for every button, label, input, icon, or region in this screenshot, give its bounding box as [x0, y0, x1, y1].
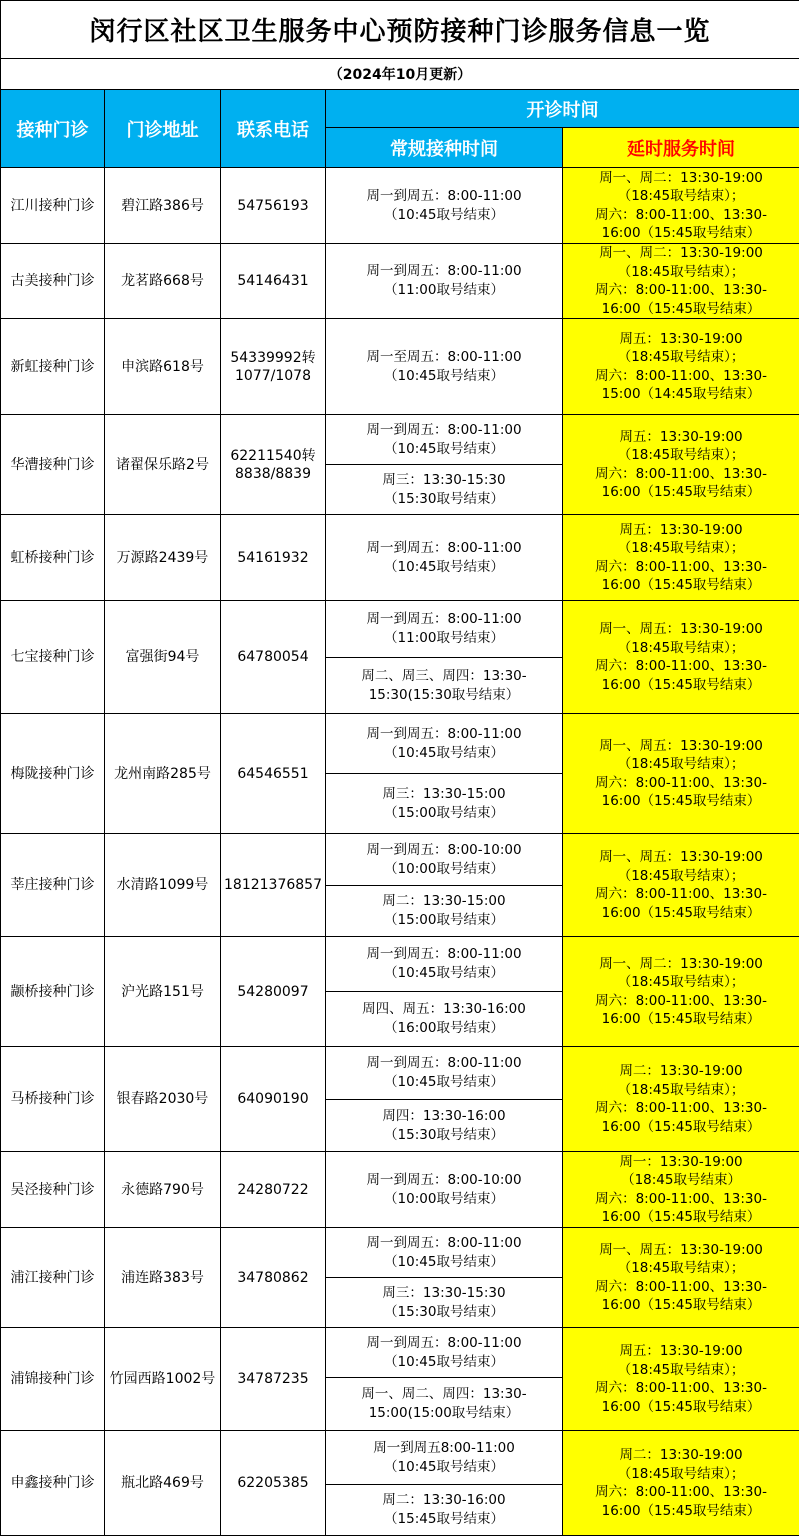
phone-line: 34780862 — [237, 1269, 309, 1286]
page-title: 闵行区社区卫生服务中心预防接种门诊服务信息一览 — [1, 1, 799, 59]
clinic-address: 瓶北路469号 — [105, 1431, 221, 1536]
phone-line: 18121376857 — [224, 877, 322, 893]
header-hours: 开诊时间 — [326, 90, 799, 128]
clinic-address: 永德路790号 — [105, 1152, 221, 1228]
extended-hours-line: 周六：8:00-11:00、13:30- — [595, 465, 767, 482]
clinic-phone — [221, 1228, 326, 1328]
table-row — [1, 168, 799, 244]
clinic-address: 富强街94号 — [105, 601, 221, 714]
phone-line: 64780054 — [237, 649, 309, 665]
extended-hours-line: 周六：8:00-11:00、13:30- — [595, 1190, 767, 1207]
regular-hours-line: 周二：13:30-15:00 — [382, 893, 506, 909]
table-row — [1, 1228, 799, 1278]
extended-hours-line: （18:45取号结束）； — [617, 263, 745, 280]
extended-hours-line: 16:00（15:45取号结束） — [601, 577, 761, 593]
regular-hours-line: （15:45取号结束） — [384, 1511, 504, 1527]
phone-line: 62211540转 — [230, 447, 316, 464]
extended-hours — [563, 714, 799, 834]
extended-hours-line: 周六：8:00-11:00、13:30- — [595, 774, 767, 791]
regular-hours-line: 周二：13:30-16:00 — [382, 1492, 506, 1508]
clinic-phone — [221, 244, 326, 319]
regular-hours — [326, 168, 563, 244]
clinic-name: 梅陇接种门诊 — [1, 714, 105, 834]
clinic-name: 七宝接种门诊 — [1, 601, 105, 714]
regular-hours-line: 周一到周五：8:00-11:00 — [366, 946, 522, 962]
update-date: （2024年10月更新） — [1, 59, 799, 90]
clinic-phone — [221, 168, 326, 244]
regular-hours — [326, 465, 563, 515]
regular-hours-line: 周一到周五：8:00-11:00 — [366, 725, 522, 742]
clinic-name: 新虹接种门诊 — [1, 319, 105, 415]
extended-hours-line: 周六：8:00-11:00、13:30- — [595, 658, 767, 674]
regular-hours-line: （15:30取号结束） — [384, 1303, 504, 1320]
extended-hours-line: 周六：8:00-11:00、13:30- — [595, 206, 767, 223]
clinic-name: 江川接种门诊 — [1, 168, 105, 244]
extended-hours-line: （18:45取号结束） — [621, 1172, 741, 1188]
extended-hours — [563, 168, 799, 244]
regular-hours-line: 15:30(15:30取号结束） — [368, 686, 520, 703]
regular-hours — [326, 886, 563, 937]
regular-hours — [326, 601, 563, 658]
extended-hours-line: 周一：13:30-19:00 — [619, 1153, 743, 1170]
table-row — [1, 1047, 799, 1100]
extended-hours-line: 16:00（15:45取号结束） — [601, 1297, 761, 1313]
extended-hours-line: 周五：13:30-19:00 — [619, 521, 743, 538]
extended-hours — [563, 1228, 799, 1328]
extended-hours-line: 周一、周二：13:30-19:00 — [599, 245, 763, 261]
phone-line: 54161932 — [237, 549, 309, 566]
extended-hours — [563, 515, 799, 601]
clinic-address: 水清路1099号 — [105, 834, 221, 937]
clinic-address: 诸翟保乐路2号 — [105, 415, 221, 515]
regular-hours-line: 周一到周五：8:00-11:00 — [366, 1055, 522, 1071]
extended-hours-line: 16:00（15:45取号结束） — [601, 1118, 761, 1135]
extended-hours-line: 周一、周五：13:30-19:00 — [599, 1241, 763, 1258]
extended-hours-line: 16:00（15:45取号结束） — [601, 225, 761, 241]
clinic-phone — [221, 601, 326, 714]
clinic-address: 万源路2439号 — [105, 515, 221, 601]
regular-hours — [326, 1228, 563, 1278]
table-row — [1, 1431, 799, 1485]
extended-hours — [563, 834, 799, 937]
extended-hours-line: （18:45取号结束）； — [617, 867, 745, 884]
extended-hours-line: （18:45取号结束）； — [617, 639, 745, 656]
clinic-phone — [221, 1152, 326, 1228]
regular-hours-line: 周三：13:30-15:30 — [382, 471, 506, 488]
extended-hours — [563, 1431, 799, 1536]
extended-hours-line: 周五：13:30-19:00 — [619, 428, 743, 445]
regular-hours-line: （10:45取号结束） — [384, 1253, 504, 1270]
extended-hours-line: 周六：8:00-11:00、13:30- — [595, 1100, 767, 1116]
extended-hours-line: （18:45取号结束）； — [617, 974, 745, 990]
clinic-name: 莘庄接种门诊 — [1, 834, 105, 937]
regular-hours — [326, 714, 563, 774]
table-row — [1, 244, 799, 319]
extended-hours-line: 周六：8:00-11:00、13:30- — [595, 367, 767, 384]
extended-hours — [563, 244, 799, 319]
extended-hours-line: 周五：13:30-19:00 — [619, 1343, 743, 1359]
regular-hours — [326, 1152, 563, 1228]
regular-hours-line: 周一到周五：8:00-11:00 — [366, 1334, 522, 1351]
header-phone: 联系电话 — [221, 90, 326, 168]
phone-line: 24280722 — [237, 1181, 309, 1198]
regular-hours-line: 周一到周五：8:00-11:00 — [366, 1234, 522, 1251]
extended-hours-line: 周六：8:00-11:00、13:30- — [595, 1380, 767, 1396]
clinic-phone — [221, 319, 326, 415]
regular-hours — [326, 1100, 563, 1152]
regular-hours-line: 周一到周五：8:00-11:00 — [366, 421, 522, 438]
extended-hours-line: 15:00（14:45取号结束） — [601, 386, 761, 402]
header-clinic: 接种门诊 — [1, 90, 105, 168]
clinic-address: 浦连路383号 — [105, 1228, 221, 1328]
table-row — [1, 319, 799, 415]
regular-hours-line: 15:00(15:00取号结束） — [368, 1405, 520, 1421]
extended-hours-line: 周一、周五：13:30-19:00 — [599, 737, 763, 754]
regular-hours-line: （10:45取号结束） — [384, 1458, 504, 1475]
extended-hours-line: （18:45取号结束）； — [617, 1361, 745, 1378]
table-row — [1, 1328, 799, 1378]
header-extended: 延时服务时间 — [563, 128, 799, 168]
regular-hours-line: 周一到周五：8:00-11:00 — [366, 611, 522, 627]
phone-line: 62205385 — [237, 1475, 309, 1491]
regular-hours-line: （10:45取号结束） — [384, 440, 504, 457]
table-row — [1, 714, 799, 774]
header-regular: 常规接种时间 — [326, 128, 563, 168]
header-address: 门诊地址 — [105, 90, 221, 168]
clinic-phone — [221, 714, 326, 834]
extended-hours-line: 16:00（15:45取号结束） — [601, 1502, 761, 1519]
regular-hours — [326, 1047, 563, 1100]
phone-line: 54756193 — [237, 197, 309, 214]
extended-hours-line: 周一、周二：13:30-19:00 — [599, 169, 763, 186]
regular-hours-line: （15:30取号结束） — [384, 1126, 504, 1143]
regular-hours — [326, 515, 563, 601]
regular-hours-line: （10:00取号结束） — [384, 860, 504, 877]
regular-hours-line: 周二、周三、周四：13:30- — [361, 667, 527, 684]
regular-hours-line: 周四：13:30-16:00 — [382, 1107, 506, 1124]
extended-hours-line: （18:45取号结束）； — [617, 1465, 745, 1482]
regular-hours-line: （10:45取号结束） — [384, 744, 504, 761]
phone-line: 8838/8839 — [235, 465, 311, 482]
regular-hours-line: 周三：13:30-15:00 — [382, 785, 506, 802]
extended-hours-line: 周二：13:30-19:00 — [619, 1063, 743, 1079]
extended-hours-line: 16:00（15:45取号结束） — [601, 1011, 761, 1027]
regular-hours-line: 周一到周五：8:00-10:00 — [366, 841, 522, 858]
regular-hours — [326, 1328, 563, 1378]
extended-hours-line: 周一、周五：13:30-19:00 — [599, 621, 763, 637]
clinic-address: 申滨路618号 — [105, 319, 221, 415]
regular-hours-line: （10:45取号结束） — [384, 367, 504, 384]
extended-hours-line: 周六：8:00-11:00、13:30- — [595, 282, 767, 298]
extended-hours — [563, 937, 799, 1047]
extended-hours — [563, 415, 799, 515]
extended-hours-line: （18:45取号结束）； — [617, 1081, 745, 1098]
extended-hours — [563, 601, 799, 714]
clinic-phone — [221, 1431, 326, 1536]
regular-hours — [326, 1378, 563, 1431]
extended-hours — [563, 319, 799, 415]
regular-hours-line: 周三：13:30-15:30 — [382, 1284, 506, 1301]
clinic-phone — [221, 937, 326, 1047]
regular-hours-line: （15:30取号结束） — [384, 490, 504, 507]
phone-line: 54280097 — [237, 983, 309, 1000]
regular-hours-line: （16:00取号结束） — [384, 1020, 504, 1036]
regular-hours-line: 周一到周五：8:00-11:00 — [366, 539, 522, 556]
extended-hours-line: （18:45取号结束）； — [617, 188, 745, 204]
regular-hours-line: （10:45取号结束） — [384, 1353, 504, 1370]
clinic-name: 浦江接种门诊 — [1, 1228, 105, 1328]
clinic-name: 虹桥接种门诊 — [1, 515, 105, 601]
clinic-phone — [221, 1328, 326, 1431]
regular-hours — [326, 774, 563, 834]
regular-hours — [326, 992, 563, 1047]
table-row — [1, 601, 799, 658]
clinic-name: 申鑫接种门诊 — [1, 1431, 105, 1536]
regular-hours — [326, 658, 563, 714]
regular-hours — [326, 1431, 563, 1485]
extended-hours-line: 周二：13:30-19:00 — [619, 1447, 743, 1463]
regular-hours-line: （10:00取号结束） — [384, 1190, 504, 1207]
phone-line: 54146431 — [237, 273, 309, 289]
regular-hours-line: （10:45取号结束） — [384, 206, 504, 223]
clinic-name: 颛桥接种门诊 — [1, 937, 105, 1047]
clinic-name: 浦锦接种门诊 — [1, 1328, 105, 1431]
extended-hours-line: 16:00（15:45取号结束） — [601, 793, 761, 809]
phone-line: 54339992转 — [230, 349, 316, 366]
regular-hours-line: 周一、周二、周四：13:30- — [361, 1386, 527, 1402]
clinic-phone — [221, 834, 326, 937]
regular-hours-line: 周一到周五8:00-11:00 — [373, 1439, 515, 1456]
phone-line: 64090190 — [237, 1091, 309, 1107]
clinic-address: 龙州南路285号 — [105, 714, 221, 834]
table-row — [1, 415, 799, 465]
clinic-address: 碧江路386号 — [105, 168, 221, 244]
regular-hours-line: 周四、周五：13:30-16:00 — [362, 1001, 526, 1017]
regular-hours-line: （10:45取号结束） — [384, 558, 504, 575]
phone-line: 34787235 — [237, 1371, 309, 1387]
clinic-address: 竹园西路1002号 — [105, 1328, 221, 1431]
regular-hours-line: （10:45取号结束） — [384, 1074, 504, 1090]
extended-hours-line: 周六：8:00-11:00、13:30- — [595, 558, 767, 575]
regular-hours — [326, 834, 563, 886]
extended-hours — [563, 1047, 799, 1152]
extended-hours-line: 16:00（15:45取号结束） — [601, 1209, 761, 1225]
extended-hours-line: 周一、周二：13:30-19:00 — [599, 955, 763, 972]
clinic-phone — [221, 415, 326, 515]
extended-hours — [563, 1152, 799, 1228]
table-row — [1, 937, 799, 992]
clinic-address: 龙茗路668号 — [105, 244, 221, 319]
extended-hours — [563, 1328, 799, 1431]
table-row — [1, 1152, 799, 1228]
regular-hours-line: （15:00取号结束） — [384, 912, 504, 928]
extended-hours-line: 16:00（15:45取号结束） — [601, 1398, 761, 1415]
extended-hours-line: （18:45取号结束）； — [617, 756, 745, 772]
regular-hours — [326, 319, 563, 415]
extended-hours-line: 16:00（15:45取号结束） — [601, 484, 761, 500]
regular-hours-line: 周一到周五：8:00-11:00 — [366, 187, 522, 204]
extended-hours-line: （18:45取号结束）； — [617, 447, 745, 463]
extended-hours-line: 周六：8:00-11:00、13:30- — [595, 886, 767, 902]
regular-hours — [326, 415, 563, 465]
regular-hours-line: （10:45取号结束） — [384, 965, 504, 981]
clinic-address: 银春路2030号 — [105, 1047, 221, 1152]
table-row — [1, 834, 799, 886]
regular-hours-line: （11:00取号结束） — [384, 282, 504, 298]
clinic-phone — [221, 1047, 326, 1152]
regular-hours-line: 周一到周五：8:00-11:00 — [366, 263, 522, 279]
table-row — [1, 515, 799, 601]
phone-line: 1077/1078 — [235, 367, 311, 384]
extended-hours-line: 周六：8:00-11:00、13:30- — [595, 1484, 767, 1500]
extended-hours-line: （18:45取号结束）； — [617, 540, 745, 556]
extended-hours-line: 16:00（15:45取号结束） — [601, 676, 761, 693]
extended-hours-line: 周一、周五：13:30-19:00 — [599, 849, 763, 865]
extended-hours-line: 16:00（15:45取号结束） — [601, 904, 761, 921]
regular-hours-line: 周一至周五：8:00-11:00 — [366, 348, 522, 365]
regular-hours-line: （11:00取号结束） — [384, 630, 504, 646]
extended-hours-line: （18:45取号结束）； — [617, 349, 745, 365]
phone-line: 64546551 — [237, 765, 309, 782]
clinic-phone — [221, 515, 326, 601]
regular-hours-line: 周一到周五：8:00-10:00 — [366, 1171, 522, 1188]
regular-hours — [326, 937, 563, 992]
extended-hours-line: 周五：13:30-19:00 — [619, 330, 743, 347]
clinic-name: 马桥接种门诊 — [1, 1047, 105, 1152]
regular-hours — [326, 1278, 563, 1328]
clinic-name: 古美接种门诊 — [1, 244, 105, 319]
extended-hours-line: （18:45取号结束）； — [617, 1260, 745, 1276]
regular-hours — [326, 244, 563, 319]
extended-hours-line: 周六：8:00-11:00、13:30- — [595, 992, 767, 1009]
clinic-name: 华漕接种门诊 — [1, 415, 105, 515]
regular-hours — [326, 1485, 563, 1536]
extended-hours-line: 16:00（15:45取号结束） — [601, 300, 761, 317]
clinic-address: 沪光路151号 — [105, 937, 221, 1047]
extended-hours-line: 周六：8:00-11:00、13:30- — [595, 1278, 767, 1295]
clinic-name: 吴泾接种门诊 — [1, 1152, 105, 1228]
regular-hours-line: （15:00取号结束） — [384, 804, 504, 821]
